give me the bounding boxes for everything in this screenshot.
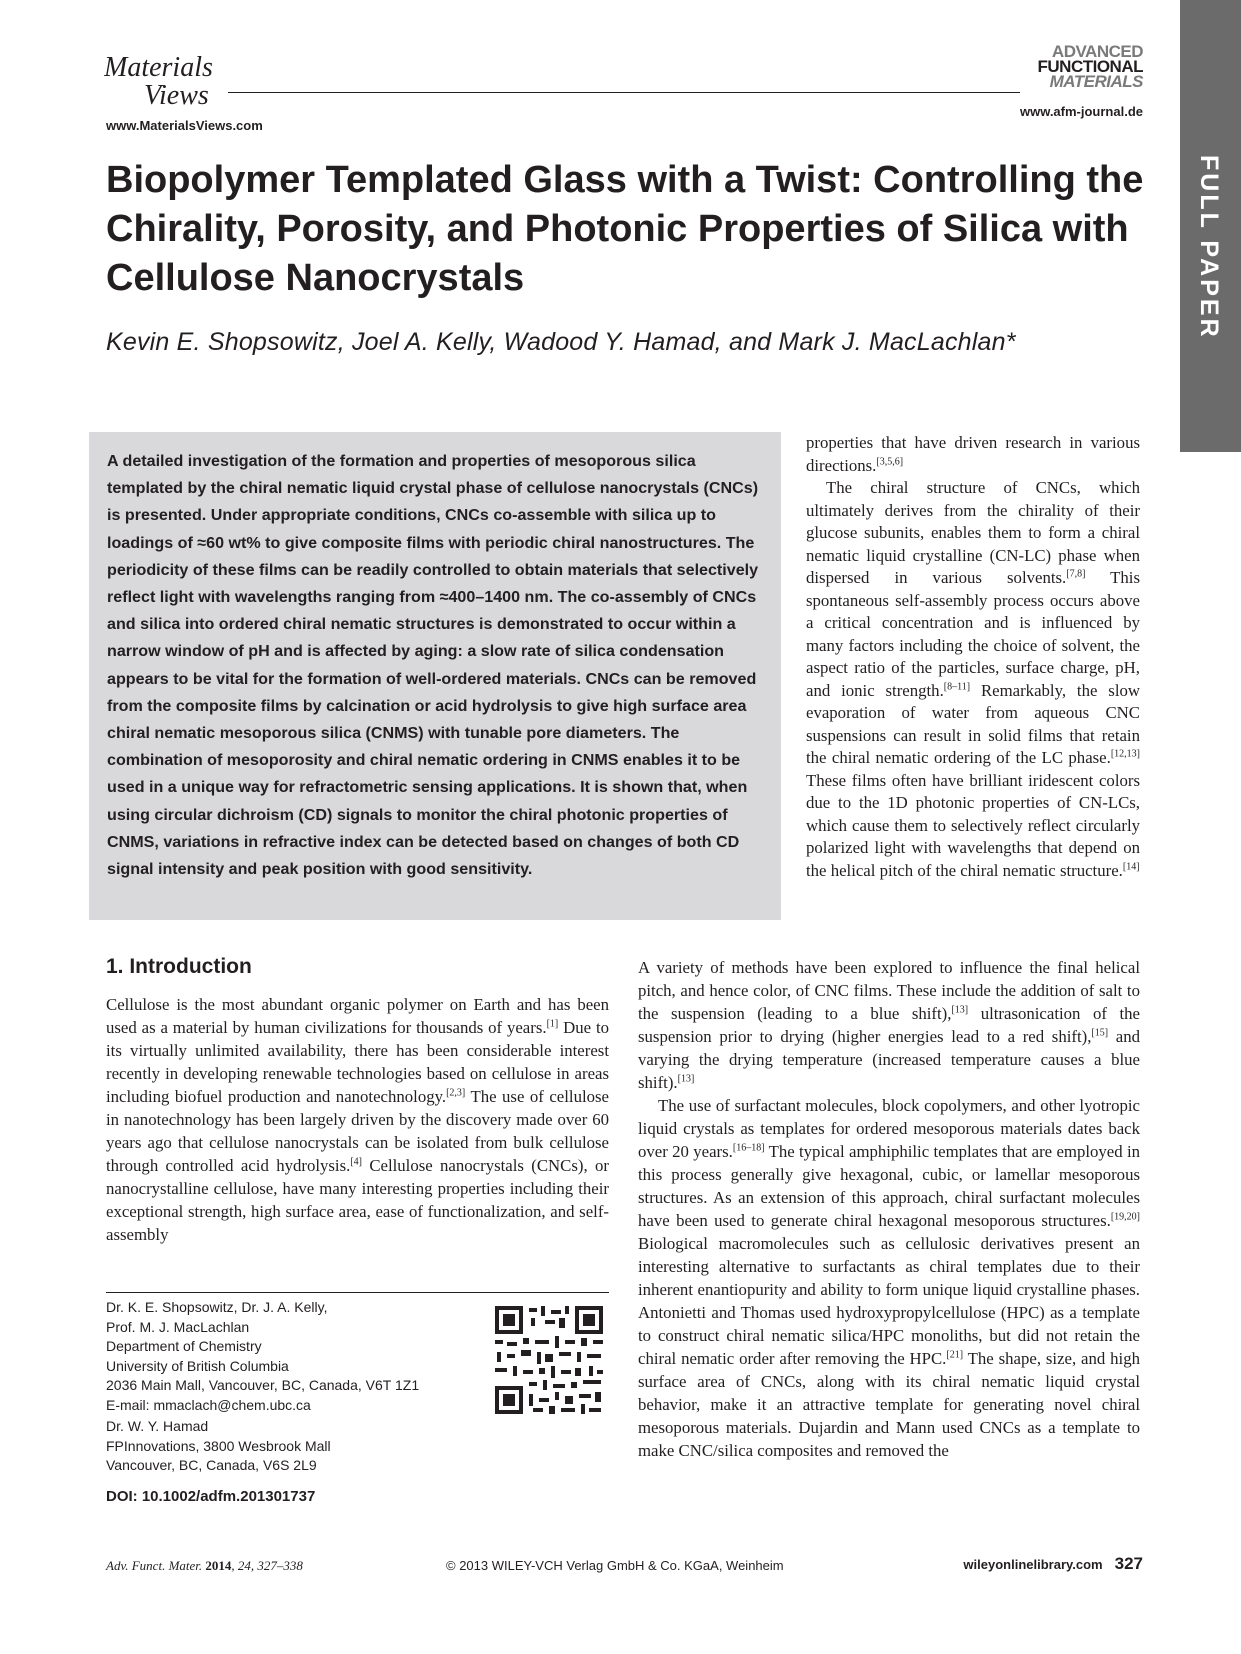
paragraph: A variety of methods have been explored to influence the final helical pitch, and hence color, of CNC films. These include the addition of salt to the suspension (leading to a blue shift),[13] ultrasonication of the suspension prior to drying (higher energies lead to a red shift),[15] and varying the drying temperature (increased temperature causes a blue shift).[13] <box>638 958 1141 1092</box>
article-title: Biopolymer Templated Glass with a Twist: Controlling the Chirality, Porosity, and Photonic Properties of Silica with Cellulose Nanocrystals <box>106 159 1144 299</box>
paragraph: Cellulose is the most abundant organic polymer on Earth and has been used as a material by human civilizations for thousands of years.[1] Due to its virtually unlimited availability, there has been considerable interest recently in developing renewable technologies based on cellulose in areas including biofuel production and nanotechnology.[2,3] The use of cellulose in nanotechnology has been largely driven by the discovery made over 60 years ago that cellulose nanocrystals can be isolated from bulk cellulose through controlled acid hydrolysis.[4] Cellulose nanocrystals (CNCs), or nanocrystalline cellulose, have many interesting properties including their exceptional strength, high surface area, ease of functionalization, and self-assembly <box>106 995 609 1244</box>
footer-volume: , 24, 327–338 <box>231 1558 303 1573</box>
right-column-lower <box>638 956 1140 1462</box>
affiliation-rule <box>106 1292 609 1293</box>
citation[interactable]: [13] <box>677 1073 695 1085</box>
paragraph: The use of surfactant molecules, block copolymers, and other lyotropic liquid crystals as templates for ordered mesoporous materials dates back over 20 years.[16–18] The typical amphiphilic templates that are employed in this process generally give hexagonal, cubic, or lamellar mesoporous structures. As an extension of this approach, chiral surfactant molecules have been used to generate chiral hexagonal mesoporous structures.[19,20] Biological macromolecules such as cellulosic derivatives present an interesting alternative to surfactants as chiral templates due to their inherent enantiopurity and ability to form unique liquid crystalline phases. Antonietti and Thomas used hydroxypropylcellulose (HPC) as a template to construct chiral nematic silica/HPC monoliths, but did not retain the chiral nematic order after removing the HPC.[21] The shape, size, and high surface area of CNCs, along with its chiral nematic liquid crystal behavior, make it an attractive template for generating novel chiral mesoporous materials. Dujardin and Mann used CNCs as a template to make CNC/silica composites and removed the <box>638 1096 1141 1460</box>
svg-text:Views: Views <box>144 80 209 111</box>
footer-copyright: © 2013 WILEY-VCH Verlag GmbH & Co. KGaA, Weinheim <box>446 1558 784 1573</box>
citation[interactable]: [3,5,6] <box>876 455 904 467</box>
header-rule <box>228 92 1020 93</box>
footer-journal: Adv. Funct. Mater. <box>106 1558 203 1573</box>
materialsviews-logo <box>104 52 244 112</box>
svg-text:Materials: Materials <box>104 52 213 83</box>
affiliation-line: Department of Chemistry <box>106 1338 262 1354</box>
citation[interactable]: [21] <box>946 1349 964 1361</box>
citation[interactable]: [15] <box>1091 1027 1109 1039</box>
citation[interactable]: [19,20] <box>1110 1211 1140 1223</box>
citation[interactable]: [4] <box>350 1156 362 1168</box>
affiliation-line: 2036 Main Mall, Vancouver, BC, Canada, V6T 1Z1 <box>106 1377 420 1393</box>
journal-logo-line3: MATERIALS <box>1049 72 1143 91</box>
footer-citation <box>106 1558 303 1574</box>
citation[interactable]: [13] <box>951 1004 969 1016</box>
affiliation-line: Vancouver, BC, Canada, V6S 2L9 <box>106 1457 317 1473</box>
section-heading: 1. Introduction <box>106 955 252 978</box>
abstract-text: A detailed investigation of the formation and properties of mesoporous silica templated by the chiral nematic liquid crystal phase of cellulose nanocrystals (CNCs) is presented. Under appropriate conditions, CNCs co-assemble with silica up to loadings of ≈60 wt% to give composite films with periodic chiral nanostructures. The periodicity of these films can be readily controlled to obtain materials that selectively reflect light with wavelengths ranging from ≈400–1400 nm. The co-assembly of CNCs and silica into ordered chiral nematic structures is demonstrated to occur within a narrow window of pH and is affected by aging: a slow rate of silica condensation appears to be vital for the formation of well-ordered materials. CNCs can be removed from the composite films by calcination or acid hydrolysis to give high surface area chiral nematic mesoporous silica (CNMS) with tunable pore diameters. The combination of mesoporosity and chiral nematic ordering in CNMS enables it to be used in a unique way for refractometric sensing applications. It is shown that, when using circular dichroism (CD) signals to monitor the chiral photonic properties of CNMS, variations in refractive index can be detected based on changes of both CD signal intensity and peak position with good sensitivity. <box>107 452 759 879</box>
footer-year: 2014 <box>205 1558 232 1573</box>
article-authors: Kevin E. Shopsowitz, Joel A. Kelly, Wadood Y. Hamad, and Mark J. MacLachlan* <box>106 328 1016 356</box>
citation[interactable]: [1] <box>546 1018 559 1030</box>
affiliation-line: Dr. K. E. Shopsowitz, Dr. J. A. Kelly, <box>106 1299 328 1315</box>
footer-site[interactable]: wileyonlinelibrary.com <box>963 1557 1103 1572</box>
paragraph: properties that have driven research in various directions.[3,5,6] <box>806 433 1140 475</box>
footer-right <box>963 1554 1143 1574</box>
affiliation-email[interactable]: E-mail: mmaclach@chem.ubc.ca <box>106 1396 311 1413</box>
page-number: 327 <box>1114 1554 1143 1573</box>
citation[interactable]: [2,3] <box>446 1087 466 1099</box>
citation[interactable]: [7,8] <box>1066 568 1086 580</box>
right-column-upper <box>806 432 1140 882</box>
materialsviews-url[interactable]: www.MaterialsViews.com <box>106 118 263 133</box>
journal-logo-line1: ADVANCED <box>1051 42 1143 61</box>
affiliation-line: Dr. W. Y. Hamad <box>106 1418 209 1434</box>
left-column <box>106 993 609 1246</box>
affiliation-line: University of British Columbia <box>106 1357 289 1374</box>
affiliations <box>106 1298 466 1476</box>
doi[interactable]: DOI: 10.1002/adfm.201301737 <box>106 1488 316 1505</box>
citation[interactable]: [16–18] <box>732 1142 765 1154</box>
affiliation-line: FPInnovations, 3800 Wesbrook Mall <box>106 1437 331 1454</box>
paragraph: The chiral structure of CNCs, which ultimately derives from the chirality of their glucose subunits, enables them to form a chiral nematic liquid crystalline (CN-LC) phase when dispersed in various solvents.[7,8] This spontaneous self-assembly process occurs above a critical concentration and is influenced by many factors including the choice of solvent, the aspect ratio of the particles, surface charge, pH, and ionic strength.[8–11] Remarkably, the slow evaporation of water from aqueous CNC suspensions can result in solid films that retain the chiral nematic ordering of the LC phase.[12,13] These films often have brilliant iridescent colors due to the 1D photonic properties of CN-LCs, which cause them to selectively reflect circularly polarized light with wavelengths that depend on the helical pitch of the chiral nematic structure.[14] <box>806 478 1140 880</box>
affiliation-line: Prof. M. J. MacLachlan <box>106 1318 250 1335</box>
journal-url[interactable]: www.afm-journal.de <box>1019 104 1143 119</box>
citation[interactable]: [12,13] <box>1110 748 1140 760</box>
citation[interactable]: [8–11] <box>943 680 971 692</box>
journal-logo-line2: FUNCTIONAL <box>1037 57 1143 76</box>
side-tab <box>1180 0 1241 452</box>
qr-code-icon[interactable] <box>493 1304 605 1416</box>
citation[interactable]: [14] <box>1122 860 1140 872</box>
journal-logo <box>1038 44 1143 89</box>
side-tab-label: FULL PAPER <box>1195 155 1223 340</box>
